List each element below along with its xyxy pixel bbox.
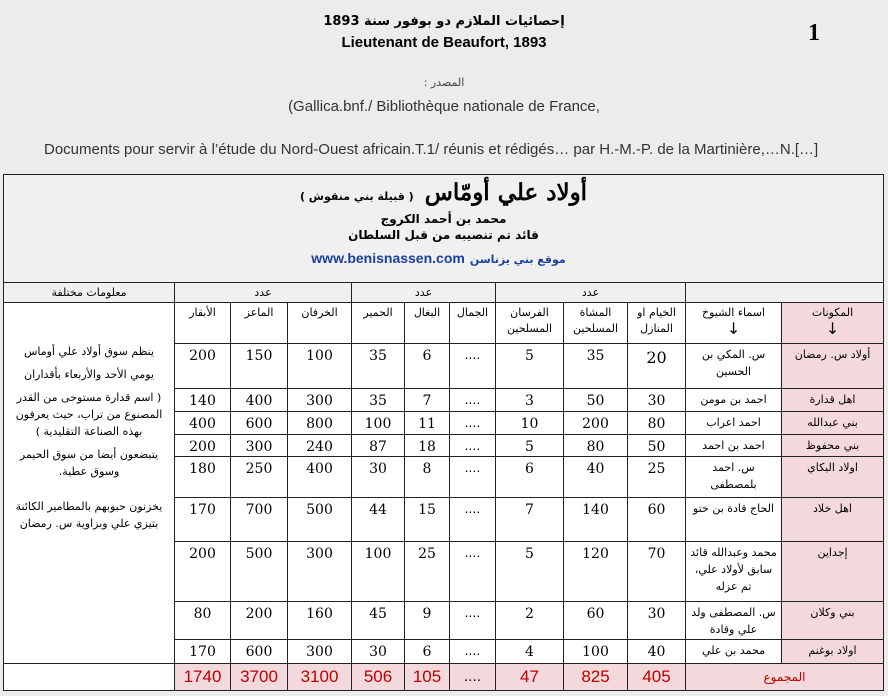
total-camels-cell: ….	[450, 664, 496, 691]
component-cell: إجداين	[782, 542, 884, 601]
total-goats-cell: 3700	[231, 664, 288, 691]
horse-cell: 7	[496, 498, 564, 542]
cattle-cell: 200	[175, 542, 231, 601]
component-cell: أولاد س. رمضان	[782, 344, 884, 389]
total-foot-cell: 825	[564, 664, 628, 691]
livestock-group-header-b: عدد	[352, 282, 496, 303]
totals-empty-cell	[4, 664, 175, 691]
horse-cell: 4	[496, 639, 564, 664]
misc-info-cell	[4, 303, 175, 664]
column-header-donkeys: الحمير	[352, 303, 405, 344]
tents-cell: 60	[628, 498, 686, 542]
foot-cell: 100	[564, 639, 628, 664]
sheep-cell: 100	[288, 344, 352, 389]
donkeys-cell: 35	[352, 344, 405, 389]
component-cell: اهل خلاد	[782, 498, 884, 542]
component-cell: بني وكلان	[782, 601, 884, 639]
totals-label: المجموع	[686, 664, 884, 691]
horse-cell: 6	[496, 457, 564, 498]
donkeys-cell: 100	[352, 411, 405, 434]
website-link[interactable]: www.benisnassen.com	[311, 250, 465, 266]
page-number: 1	[808, 20, 820, 46]
tents-cell: 30	[628, 389, 686, 412]
empty-group-cell	[686, 282, 884, 303]
tents-cell: 40	[628, 639, 686, 664]
mules-cell: 6	[405, 639, 450, 664]
cattle-cell: 140	[175, 389, 231, 412]
cattle-cell: 200	[175, 344, 231, 389]
camels-cell: ….	[450, 542, 496, 601]
column-header-foot: المشاة المسلحين	[564, 303, 628, 344]
chief-name: محمد بن أحمد الكروج	[380, 212, 507, 226]
camels-cell: ….	[450, 601, 496, 639]
donkeys-cell: 87	[352, 434, 405, 457]
cattle-cell: 80	[175, 601, 231, 639]
down-arrow-icon: ↓	[726, 319, 741, 339]
sheikh-cell: س. المصطفى ولد علي وقادة	[686, 601, 782, 639]
misc-group-header: معلومات مختلفة	[4, 282, 175, 303]
column-header-goats: الماعز	[231, 303, 288, 344]
camels-cell: ….	[450, 498, 496, 542]
tents-cell: 20	[628, 344, 686, 389]
sheep-cell: 160	[288, 601, 352, 639]
horse-cell: 3	[496, 389, 564, 412]
camels-cell: ….	[450, 389, 496, 412]
sheep-cell: 800	[288, 411, 352, 434]
donkeys-cell: 45	[352, 601, 405, 639]
total-cattle-cell: 1740	[175, 664, 231, 691]
sheikh-cell: احمد بن مومن	[686, 389, 782, 412]
donkeys-cell: 35	[352, 389, 405, 412]
donkeys-cell: 30	[352, 457, 405, 498]
mules-cell: 7	[405, 389, 450, 412]
goats-cell: 400	[231, 389, 288, 412]
foot-cell: 200	[564, 411, 628, 434]
sheikh-cell: احمد اعراب	[686, 411, 782, 434]
column-header-sheikhs: اسماء الشيوخ ↓	[686, 303, 782, 344]
source-line-1: (Gallica.bnf./ Bibliothèque nationale de France,	[288, 98, 600, 115]
horse-cell: 10	[496, 411, 564, 434]
total-mules-cell: 105	[405, 664, 450, 691]
totals-row	[4, 664, 884, 691]
mules-cell: 18	[405, 434, 450, 457]
total-tents-cell: 405	[628, 664, 686, 691]
horse-cell: 5	[496, 542, 564, 601]
sheikh-cell: س. المكي بن الحسين	[686, 344, 782, 389]
cattle-cell: 200	[175, 434, 231, 457]
tents-cell: 30	[628, 601, 686, 639]
component-cell: اولاد البكاي	[782, 457, 884, 498]
component-cell: اولاد بوغنم	[782, 639, 884, 664]
foot-cell: 50	[564, 389, 628, 412]
goats-cell: 600	[231, 411, 288, 434]
livestock-group-header-a: عدد	[175, 282, 352, 303]
camels-cell: ….	[450, 457, 496, 498]
tribe-subtitle: ( قبيلة بني منقوش )	[299, 190, 414, 203]
component-cell: بني محفوظ	[782, 434, 884, 457]
foot-cell: 120	[564, 542, 628, 601]
column-header-sheep: الخرفان	[288, 303, 352, 344]
component-cell: بني عبدالله	[782, 411, 884, 434]
mules-cell: 6	[405, 344, 450, 389]
sheep-cell: 300	[288, 389, 352, 412]
misc-line: ( اسم قدارة مستوحى من القدر المصنوع من تراب، حيث يعرفون بهذه الصناعة التقليدية )	[15, 391, 163, 439]
people-group-header: عدد	[496, 282, 686, 303]
column-header-component: المكونات ↓	[782, 303, 884, 344]
camels-cell: ….	[450, 344, 496, 389]
mules-cell: 15	[405, 498, 450, 542]
camels-cell: ….	[450, 411, 496, 434]
down-arrow-icon: ↓	[825, 319, 840, 339]
tents-cell: 50	[628, 434, 686, 457]
total-horse-cell: 47	[496, 664, 564, 691]
table-title-block	[4, 175, 884, 283]
source-label: المصدر :	[423, 76, 465, 89]
mules-cell: 9	[405, 601, 450, 639]
misc-line: يومي الأحد والأربعاء بأقداران	[24, 368, 154, 382]
goats-cell: 700	[231, 498, 288, 542]
sheep-cell: 400	[288, 457, 352, 498]
misc-line: يتبضعون أيضا من سوق الحيمر وسوق عطية.	[19, 448, 159, 479]
column-header-camels: الجمال	[450, 303, 496, 344]
foot-cell: 35	[564, 344, 628, 389]
misc-line: ينظم سوق أولاد علي أوماس	[23, 345, 155, 359]
sheep-cell: 240	[288, 434, 352, 457]
total-donkeys-cell: 506	[352, 664, 405, 691]
sheep-cell: 300	[288, 542, 352, 601]
sheep-cell: 300	[288, 639, 352, 664]
total-sheep-cell: 3100	[288, 664, 352, 691]
column-header-horse: الفرسان المسلحين	[496, 303, 564, 344]
chief-role: قائد تم تنصيبه من قبل السلطان	[348, 228, 539, 242]
tents-cell: 25	[628, 457, 686, 498]
sheikh-cell: محمد بن علي	[686, 639, 782, 664]
goats-cell: 250	[231, 457, 288, 498]
tents-cell: 70	[628, 542, 686, 601]
column-header-cattle: الأبقار	[175, 303, 231, 344]
foot-cell: 80	[564, 434, 628, 457]
website-arabic-label: موقع بني يزناسن	[469, 253, 566, 266]
horse-cell: 2	[496, 601, 564, 639]
goats-cell: 600	[231, 639, 288, 664]
goats-cell: 200	[231, 601, 288, 639]
document-title-french: Lieutenant de Beaufort, 1893	[341, 34, 547, 51]
foot-cell: 140	[564, 498, 628, 542]
document-title-arabic: إحصائيات الملازم دو بوفور سنة 1893	[323, 14, 565, 29]
sheikh-cell: الحاج قادة بن ختو	[686, 498, 782, 542]
camels-cell: ….	[450, 639, 496, 664]
horse-cell: 5	[496, 344, 564, 389]
goats-cell: 500	[231, 542, 288, 601]
tents-cell: 80	[628, 411, 686, 434]
tribe-name: أولاد علي أومّاس	[424, 179, 588, 206]
column-header-tents: الخيام او المنازل	[628, 303, 686, 344]
sheikh-cell: محمد وعبدالله قائد سابق لأولاد علي، تم عزله	[686, 542, 782, 601]
cattle-cell: 170	[175, 498, 231, 542]
sheikh-cell: احمد بن احمد	[686, 434, 782, 457]
goats-cell: 300	[231, 434, 288, 457]
source-line-2: Documents pour servir à l’étude du Nord-Ouest africain.T.1/ réunis et rédigés… par H.-M.-P. de la Martinière,…N.[…]	[44, 141, 819, 158]
donkeys-cell: 44	[352, 498, 405, 542]
mules-cell: 8	[405, 457, 450, 498]
mules-cell: 25	[405, 542, 450, 601]
sheikh-cell: س. احمد بلمصطفى	[686, 457, 782, 498]
misc-line: يخزنون حبوبهم بالمطامير الكائنة بتيزي علي وبزاوية س. رمضان	[15, 500, 163, 531]
census-table	[3, 174, 884, 691]
horse-cell: 5	[496, 434, 564, 457]
foot-cell: 60	[564, 601, 628, 639]
cattle-cell: 400	[175, 411, 231, 434]
sheep-cell: 500	[288, 498, 352, 542]
goats-cell: 150	[231, 344, 288, 389]
foot-cell: 40	[564, 457, 628, 498]
donkeys-cell: 100	[352, 542, 405, 601]
mules-cell: 11	[405, 411, 450, 434]
column-header-mules: البغال	[405, 303, 450, 344]
camels-cell: ….	[450, 434, 496, 457]
donkeys-cell: 30	[352, 639, 405, 664]
component-cell: اهل قدارة	[782, 389, 884, 412]
cattle-cell: 170	[175, 639, 231, 664]
cattle-cell: 180	[175, 457, 231, 498]
